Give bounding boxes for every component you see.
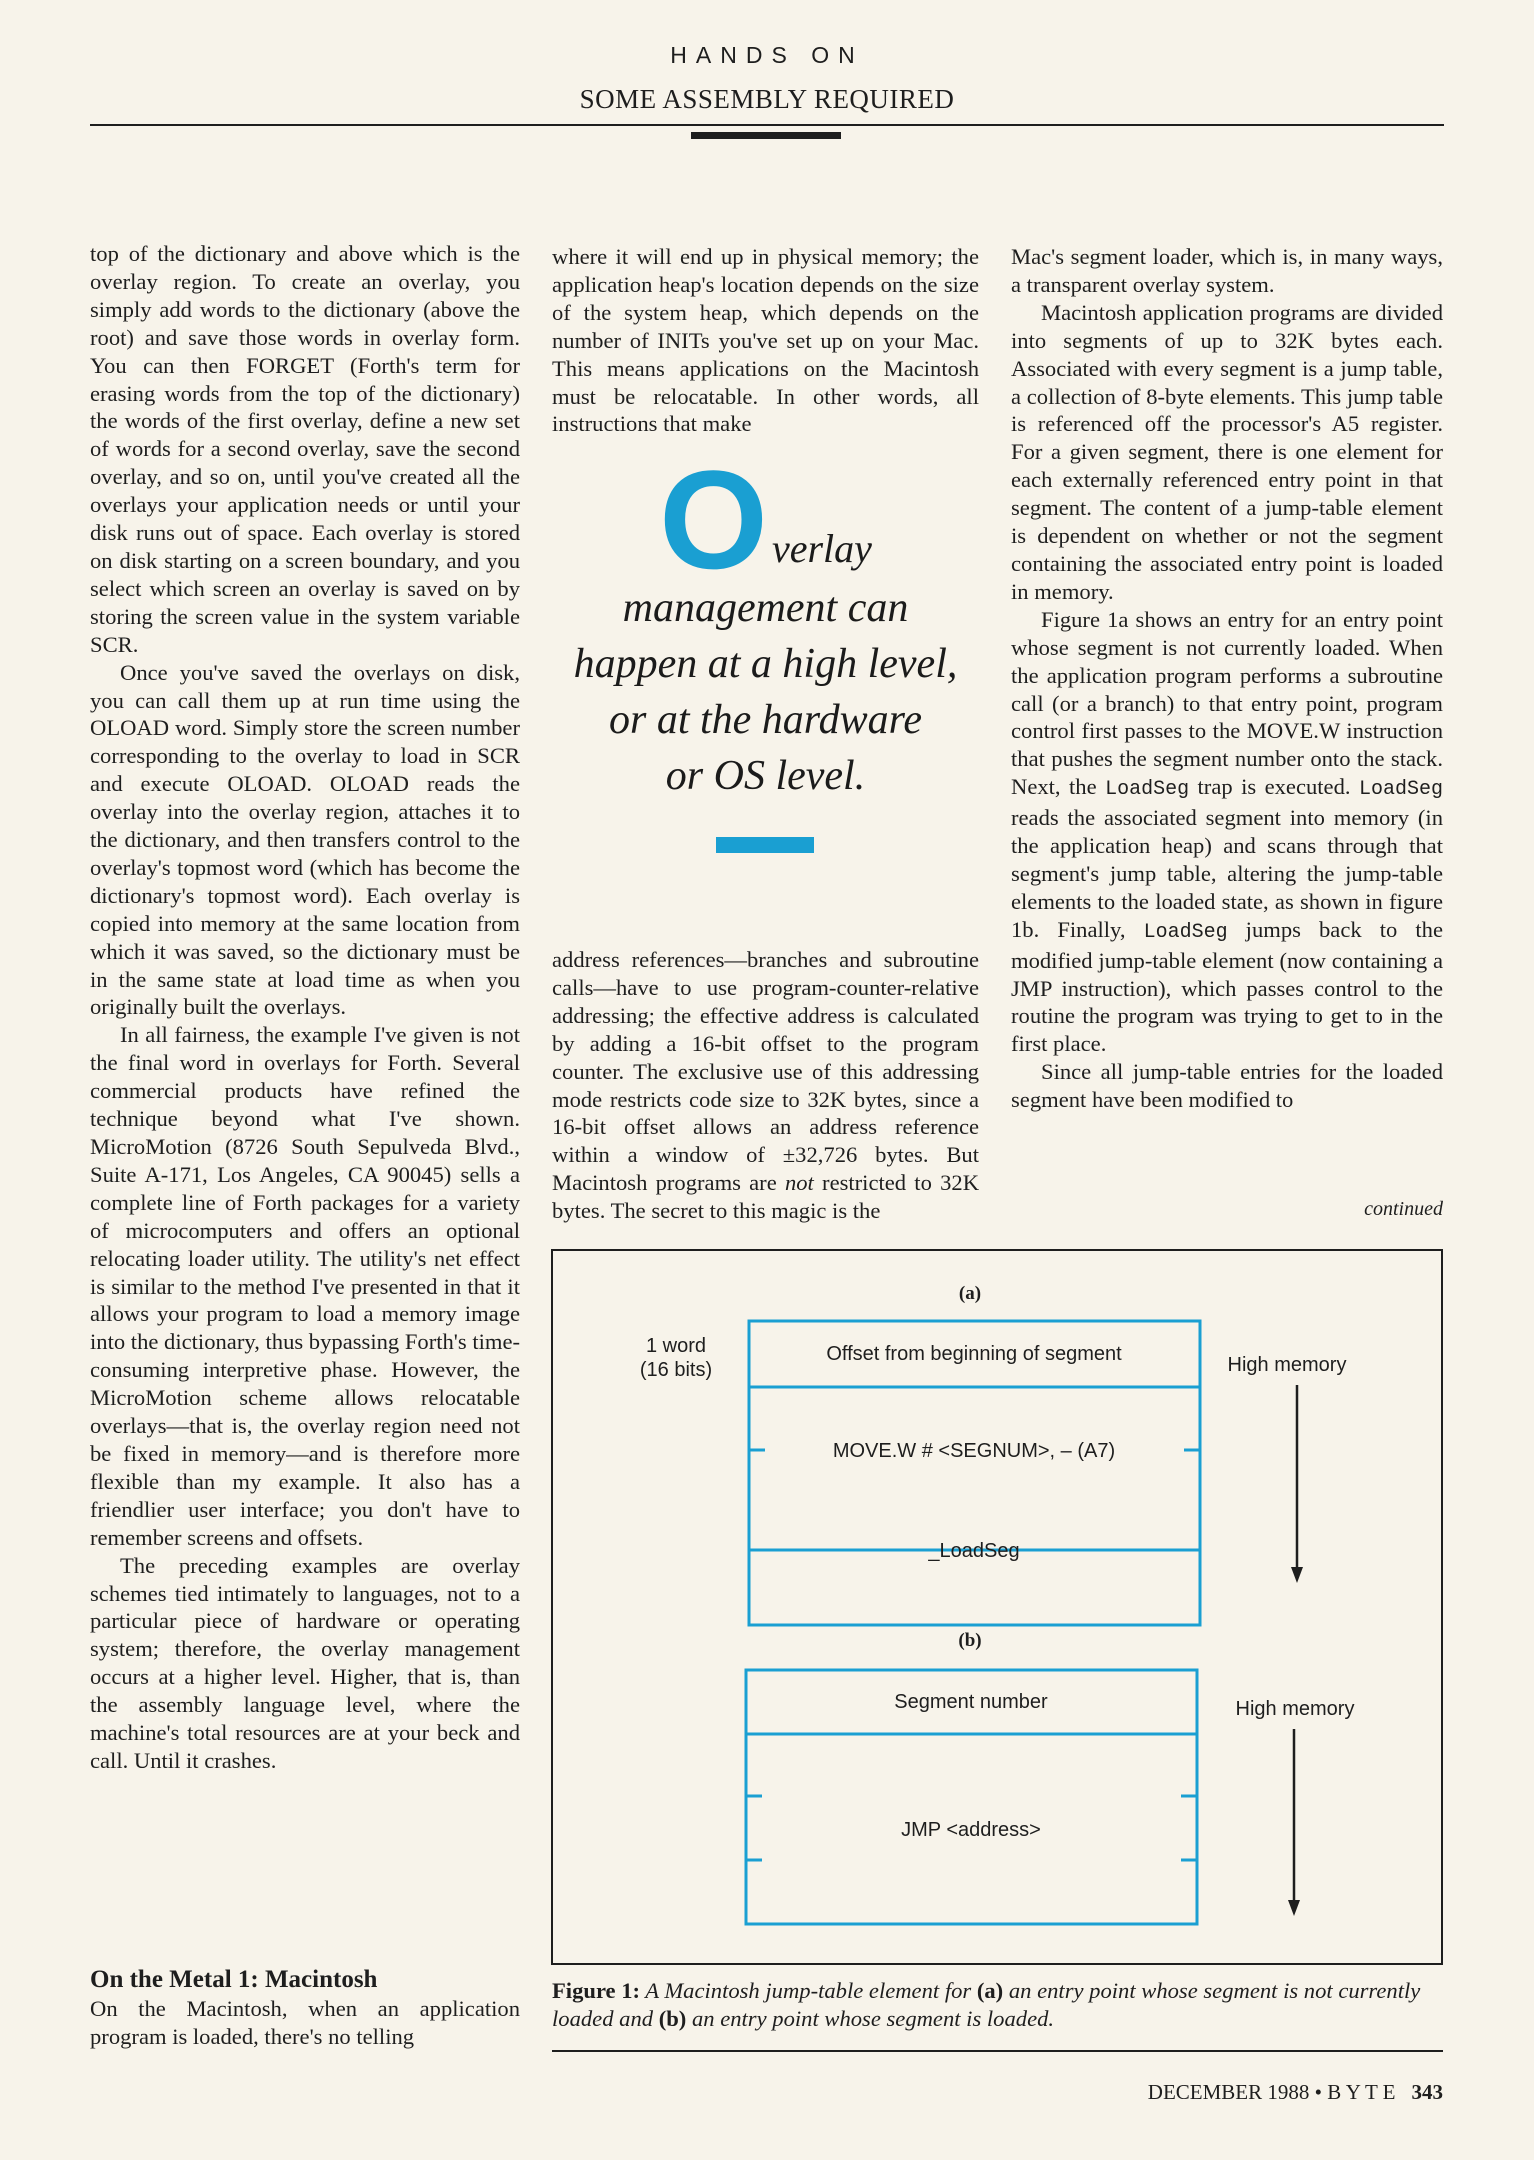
paragraph: Since all jump-table entries for the loaded segment have been modified to [1011, 1059, 1443, 1113]
paragraph: where it will end up in physical memory; the application heap's location depends on the size of the system heap, which depends on the number of INITs you've set up on your Mac. This means applications on the Macintosh must be relocatable. In other words, all instructions that make [552, 244, 979, 437]
pull-quote [552, 441, 979, 804]
paragraph: Once you've saved the overlays on disk, you can call them up at run time using the OLOAD word. Simply store the screen number corresponding to the overlay to load in SCR and execute OLOAD. OLOAD reads the overlay into the overlay region, attaches it to the dictionary, and then transfers control to the overlay's topmost word (which has become the dictionary's topmost word). Each overlay is copied into memory at the same location from which it was saved, so the dictionary must be in the same state at load time as when you originally built the overlays. [90, 659, 520, 1020]
pull-quote-line: or OS level. [665, 753, 866, 799]
paragraph: Mac's segment loader, which is, in many ways, a transparent overlay system. [1011, 244, 1443, 297]
continued-label: continued [1364, 1198, 1443, 1220]
paragraph: In all fairness, the example I've given is not the final word in overlays for Forth. Several commercial products have refined the technique beyond what I've shown. MicroMotion (8726 South Sepulveda Blvd., Suite A-171, Los Angeles, CA 90045) sells a complete line of Forth packages for a variety of microcomputers and offers an optional relocating loader utility. The utility's net effect is similar to the method I've presented in that it allows your program to load a memory image into the dictionary, thus bypassing Forth's time-consuming interpretive phase. However, the MicroMotion scheme allows relocatable overlays—that is, the overlay region need not be fixed in memory—and is therefore more flexible than my example. It also has a friendlier user interface; you don't have to remember screens and offsets. [90, 1022, 520, 1550]
running-head: HANDS ON [670, 42, 864, 68]
paragraph: Macintosh application programs are divided into segments of up to 32K bytes each. Associated with every segment is a jump table, a collection of 8-byte elements. This jump table is referenced off the processor's A5 register. For a given segment, there is one element for each externally referenced entry point in that segment. The content of a jump-table element is dependent on whether or not the segment containing the associated entry point is loaded in memory. [1011, 299, 1443, 604]
pull-quote-line: management can [622, 585, 909, 631]
figure-diagram [553, 1251, 1441, 1963]
column-1 [90, 240, 520, 1775]
drop-initial: O [659, 441, 768, 598]
code-term: LoadSeg [1143, 920, 1228, 944]
article-title: SOME ASSEMBLY REQUIRED [579, 84, 955, 114]
paragraph: On the Macintosh, when an application program is loaded, there's no telling [90, 1996, 520, 2049]
figure-b-label: (b) [958, 1630, 982, 1651]
figure-caption: Figure 1: A Macintosh jump-table element for (a) an entry point whose segment is not currently loaded and (b) an entry point whose segment is loaded. [552, 1978, 1421, 2031]
page-number: 343 [1411, 2080, 1443, 2104]
pull-quote-line: or at the hardware [608, 697, 923, 743]
emphasis: not [784, 1170, 814, 1196]
arrow-head-icon [1288, 1900, 1300, 1916]
paragraph: The preceding examples are overlay schemes tied intimately to languages, not to a particular piece of hardware or operating system; therefore, the overlay management occurs at a higher level. Higher, that is, than the assembly language level, where the machine's total resources are at your beck and call. Until it crashes. [90, 1552, 520, 1773]
high-memory-label: High memory [1227, 1354, 1347, 1376]
pull-quote-line: verlay [771, 526, 872, 571]
jmp-instruction-cell: JMP <address> [901, 1819, 1041, 1841]
figure-a-label: (a) [958, 1283, 982, 1304]
column-3 [1011, 243, 1443, 1114]
code-term: LoadSeg [1358, 778, 1443, 802]
caption-rule [552, 2050, 1443, 2052]
section-subhead: On the Metal 1: Macintosh [90, 1966, 378, 1993]
word-size-label: 1 word [645, 1335, 707, 1357]
column-2-bottom [552, 946, 979, 1225]
segment-number-cell: Segment number [894, 1691, 1048, 1713]
header-bar [691, 132, 841, 139]
arrow-head-icon [1291, 1567, 1303, 1583]
offset-cell: Offset from beginning of segment [826, 1343, 1122, 1365]
code-term: LoadSeg [1105, 778, 1190, 802]
header-rule [90, 124, 1444, 126]
column-2-top [552, 243, 979, 438]
pull-quote-line: happen at a high level, [573, 641, 958, 687]
pull-quote-bar [716, 837, 814, 853]
paragraph: address references—branches and subroutine calls—have to use program-counter-relative addressing; the effective address is calculated by adding a 16-bit offset to the program counter. The exclusive use of this addressing mode restricts code size to 32K bytes, since a 16-bit offset allows an address reference within a window of ±32,726 bytes. But Macintosh programs are not restricted to 32K bytes. The secret to this magic is the [552, 947, 980, 1224]
issue-line: DECEMBER 1988 • B Y T E [1147, 2080, 1396, 2104]
page-footer [1000, 2080, 1443, 2105]
jump-table-element-a [749, 1321, 1200, 1625]
word-size-label: (16 bits) [639, 1359, 713, 1381]
loadseg-cell: _LoadSeg [928, 1540, 1020, 1562]
move-instruction-cell: MOVE.W # <SEGNUM>, – (A7) [832, 1440, 1116, 1462]
figure-1 [551, 1249, 1443, 1965]
paragraph: top of the dictionary and above which is the overlay region. To create an overlay, you simply add words to the dictionary (above the root) and save those words in overlay form. You can then FORGET (Forth's term for erasing words from the top of the dictionary) the words of the first overlay, define a new set of words for a second overlay, save the second overlay, and so on, until you've created all the overlays your application needs or until your disk runs out of space. Each overlay is stored on disk starting on a screen boundary, and you select which screen an overlay is saved on by storing the screen value in the system variable SCR. [90, 241, 520, 657]
high-memory-label: High memory [1235, 1698, 1355, 1720]
column-1-continuation [90, 1995, 520, 2051]
paragraph: Figure 1a shows an entry for an entry point whose segment is not currently loaded. When the application program performs a subroutine call (or a branch) to that entry point, program control first passes to the MOVE.W instruction that pushes the segment number onto the stack. Next, the LoadSeg trap is executed. LoadSeg reads the associated segment into memory (in the application heap) and scans through that segment's jump table, altering the jump-table elements to the loaded state, as shown in figure 1b. Finally, LoadSeg jumps back to the modified jump-table element (now containing a JMP instruction), which passes control to the routine the program was trying to get to in the first place. [1011, 606, 1443, 1057]
